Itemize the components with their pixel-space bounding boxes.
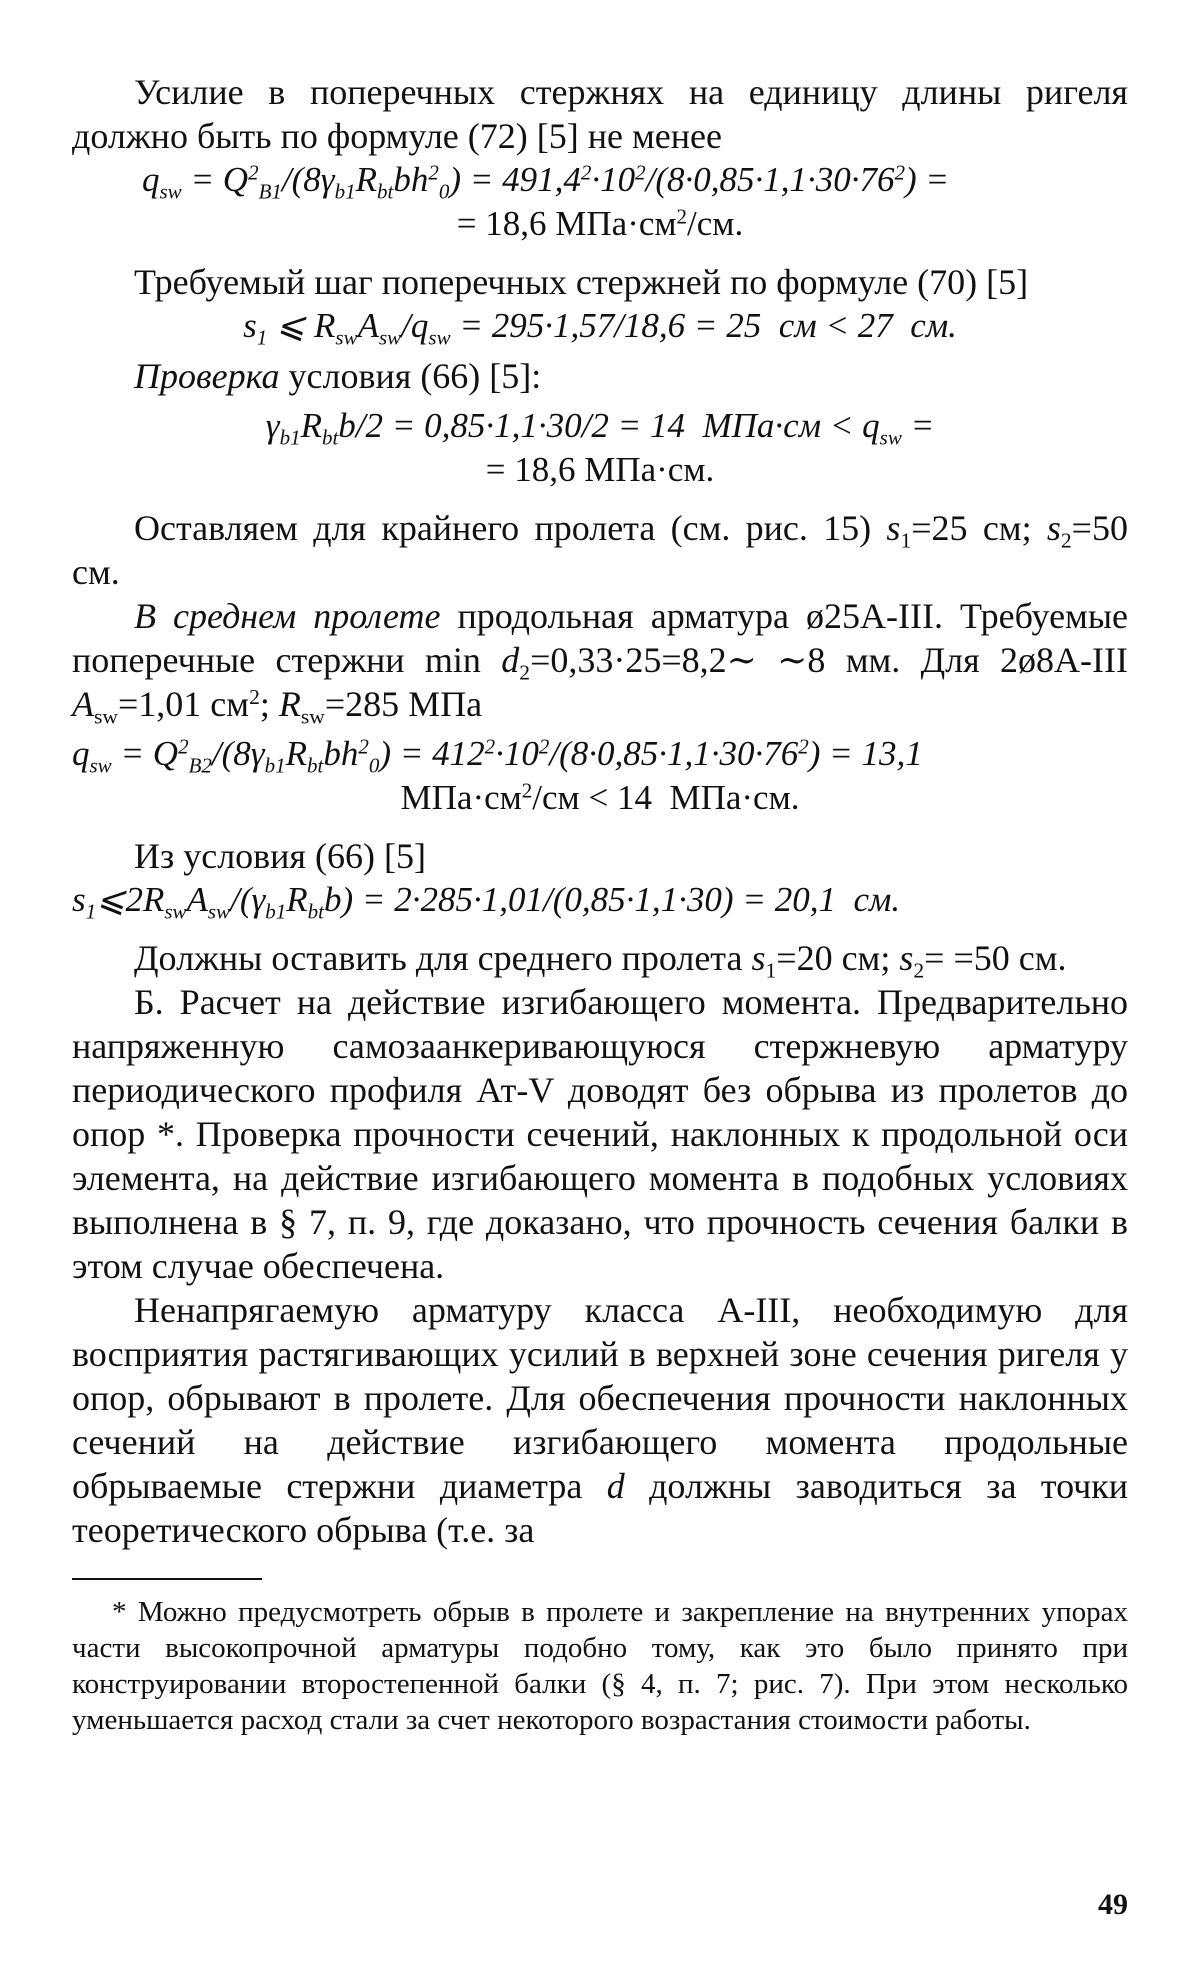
footnote: * Можно предусмотреть обрыв в пролете и закрепление на внутренних упорах части высокопрочной арматуры подобно тому, как это было принято при конструировании второстепенной балки (§ 4, п. 7; рис. 7). При этом несколько уменьшается расход стали за счет некоторого возрастания стоимости работы. xyxy=(72,1596,1128,1736)
paragraph-8: Б. Расчет на действие изгибающего момента. Предварительно напряженную самозаанкеривающуюся стержневую арматуру периодического профиля Ат-V доводят без обрыва из пролетов до опор *. Проверка прочности сечений, наклонных к продольной оси элемента, на действие изгибающего момента в подобных условиях выполнена в § 7, п. 9, где доказано, что прочность сечения балки в этом случае обеспечена. xyxy=(72,982,1128,1286)
formula-qsw-2-line2: $МПа\cdot см^2/см < 14$ МПа·см. xyxy=(400,778,800,817)
formula-s1-1: $s_1$ ⩽ $R_{sw}A_{sw}/q_{sw} = 295\cdot 1,57/18,6 = 25$ см < 27 см. xyxy=(243,306,957,350)
paragraph-5: В среднем пролете продольная арматура ø25А-III. Требуемые поперечные стержни $\min d_2=0,33\cdot 25=8,2\sim$ ∼8 мм. Для 2ø8А-III $A_{sw}=1,01$ $см^2$; $R_{sw}=285$ МПа xyxy=(72,596,1128,729)
formula-qsw-1-line2: = 18,6 $МПа\cdot см^2/см$. xyxy=(456,204,744,243)
footnote-divider xyxy=(72,1578,262,1580)
paragraph-1: Усилие в поперечных стержнях на единицу длины ригеля должно быть по формуле (72) [5] не менее xyxy=(72,72,1128,156)
paragraph-9: Ненапрягаемую арматуру класса А-III, необходимую для восприятия растягивающих усилий в верхней зоне сечения ригеля у опор, обрывают в пролете. Для обеспечения прочности наклонных сечений на действие изгибающего момента продольные обрываемые стержни диаметра d должны заводиться за точки теоретического обрыва (т.е. за xyxy=(72,1290,1129,1550)
formula-qsw-2-line1: $q_{sw} = Q^2_{B2}/(8\gamma_{b1}R_{bt}bh^2_0) = 412^2\cdot 10^2/(8\cdot 0,85\cdot 1,1\cdot 30\cdot 76^2) = 13,1$ xyxy=(72,734,923,778)
formula-s1-2: $s_1⩽2R_{sw}A_{sw}/(\gamma_{b1}R_{bt}b) = 2\cdot 285\cdot 1,01/(0,85\cdot 1,1\cdot 30) = 20,1$ см. xyxy=(72,880,901,924)
paragraph-7: Должны оставить для среднего пролета $s_1=20$ см; $s_2= =50$ см. xyxy=(134,938,1067,983)
formula-check-line1: $\gamma_{b1}R_{bt}b/2 = 0,85\cdot 1,1\cdot 30/2 = 14$ $МПа\cdot см < q_{sw}$ = xyxy=(265,406,935,450)
page-body xyxy=(72,70,1128,1738)
formula-check-line2: = 18,6 МПа·см. xyxy=(485,450,715,489)
formula-qsw-1-line1: $q_{sw} = Q^2_{B1}/(8\gamma_{b1}R_{bt}bh^2_0) = 491,4^2\cdot 10^2/(8\cdot 0,85\cdot 1,1\cdot 30\cdot 76^2)$ = xyxy=(142,160,950,204)
paragraph-6: Из условия (66) [5] xyxy=(134,836,426,876)
paragraph-2: Требуемый шаг поперечных стержней по формуле (70) [5] xyxy=(134,262,1029,302)
paragraph-4: Оставляем для крайнего пролета (см. рис. 15) $s_1=25$ см; $s_2=50$ см. xyxy=(72,508,1128,592)
page-number: 49 xyxy=(1098,1888,1128,1921)
paragraph-3: Проверка условия (66) [5]: xyxy=(134,356,542,396)
